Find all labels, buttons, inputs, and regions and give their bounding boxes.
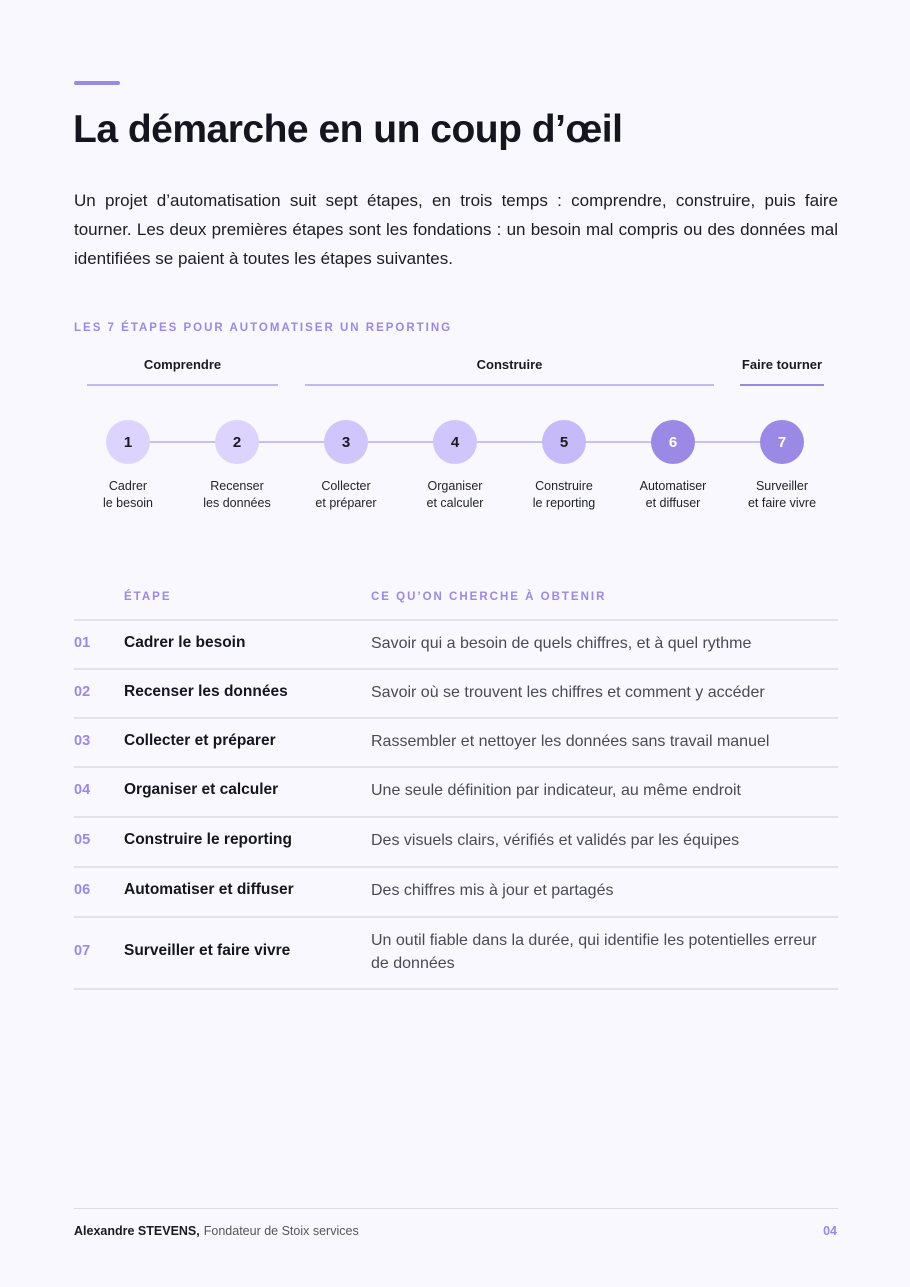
- step-number-badge: 4: [433, 420, 477, 464]
- row-number: 04: [74, 782, 91, 798]
- step-number-badge: 5: [542, 420, 586, 464]
- phase-comprendre: Comprendre: [143, 357, 222, 372]
- step-label: Cadrer le besoin: [102, 479, 154, 510]
- row-number: 05: [74, 832, 91, 848]
- row-goal: Un outil fiable dans la durée, qui identifie les potentielles erreur de données: [371, 932, 817, 972]
- row-goal: Des chiffres mis à jour et partagés: [371, 882, 614, 899]
- page-number: 04: [823, 1224, 837, 1238]
- row-goal: Savoir qui a besoin de quels chiffres, et à quel rythme: [371, 635, 752, 652]
- title-accent-bar: [74, 81, 120, 85]
- row-step-name: Collecter et préparer: [124, 732, 276, 749]
- table-row: [74, 719, 838, 768]
- table-row: [74, 670, 838, 719]
- phase-comprendre-line: [87, 384, 278, 386]
- row-goal: Une seule définition par indicateur, au même endroit: [371, 782, 741, 799]
- phase-construire-line: [305, 384, 714, 386]
- row-step-name: Surveiller et faire vivre: [124, 942, 291, 959]
- step-label: Recenser les données: [203, 479, 271, 510]
- page-title: La démarche en un coup d’œil: [73, 108, 623, 151]
- footer-author: Alexandre STEVENS,: [74, 1224, 200, 1238]
- phase-faire-tourner: Faire tourner: [741, 357, 823, 372]
- step-3: [291, 420, 401, 512]
- step-6: [618, 420, 728, 512]
- phase-faire-tourner-line: [740, 384, 824, 386]
- row-number: 06: [74, 882, 91, 898]
- row-step-name: Organiser et calculer: [124, 781, 279, 798]
- step-label: Collecter et préparer: [315, 479, 377, 510]
- step-4: [400, 420, 510, 512]
- row-step-name: Recenser les données: [124, 683, 288, 700]
- footer-credit: [74, 1224, 359, 1238]
- table-header-step: ÉTAPE: [124, 591, 172, 603]
- step-label: Construire le reporting: [532, 479, 596, 510]
- phase-construire: Construire: [476, 357, 543, 372]
- step-number-badge: 2: [215, 420, 259, 464]
- row-number: 03: [74, 733, 91, 749]
- table-row: [74, 768, 838, 818]
- row-number: 07: [74, 943, 91, 959]
- row-step-name: Automatiser et diffuser: [124, 881, 294, 898]
- step-label: Organiser et calculer: [426, 479, 484, 510]
- row-goal: Des visuels clairs, vérifiés et validés par les équipes: [371, 832, 740, 849]
- row-step-name: Cadrer le besoin: [124, 634, 246, 651]
- row-goal: Rassembler et nettoyer les données sans travail manuel: [371, 733, 770, 750]
- step-7: [727, 420, 837, 512]
- table-header-goal: CE QU’ON CHERCHE À OBTENIR: [371, 591, 607, 603]
- step-1: [73, 420, 183, 512]
- table-row: [74, 621, 838, 670]
- step-2: [182, 420, 292, 512]
- table-row: [74, 868, 838, 918]
- footer-role: Fondateur de Stoix services: [203, 1224, 359, 1238]
- step-label: Automatiser et diffuser: [639, 479, 707, 510]
- footer-rule: [74, 1208, 838, 1209]
- step-number-badge: 1: [106, 420, 150, 464]
- row-step-name: Construire le reporting: [124, 831, 292, 848]
- table-row: [74, 818, 838, 868]
- row-number: 02: [74, 684, 91, 700]
- steps-section-label: LES 7 ÉTAPES POUR AUTOMATISER UN REPORTING: [74, 322, 453, 334]
- step-number-badge: 7: [760, 420, 804, 464]
- step-number-badge: 6: [651, 420, 695, 464]
- step-number-badge: 3: [324, 420, 368, 464]
- step-5: [509, 420, 619, 512]
- table-row: [74, 918, 838, 990]
- row-goal: Savoir où se trouvent les chiffres et comment y accéder: [371, 684, 765, 701]
- step-label: Surveiller et faire vivre: [747, 479, 817, 510]
- row-number: 01: [74, 635, 91, 651]
- intro-paragraph: Un projet d’automatisation suit sept étapes, en trois temps : comprendre, construire, puis faire tourner. Les deux premières étapes sont les fondations : un besoin mal compris ou des données mal identifiées se paient à toutes les étapes suivantes.: [74, 191, 838, 268]
